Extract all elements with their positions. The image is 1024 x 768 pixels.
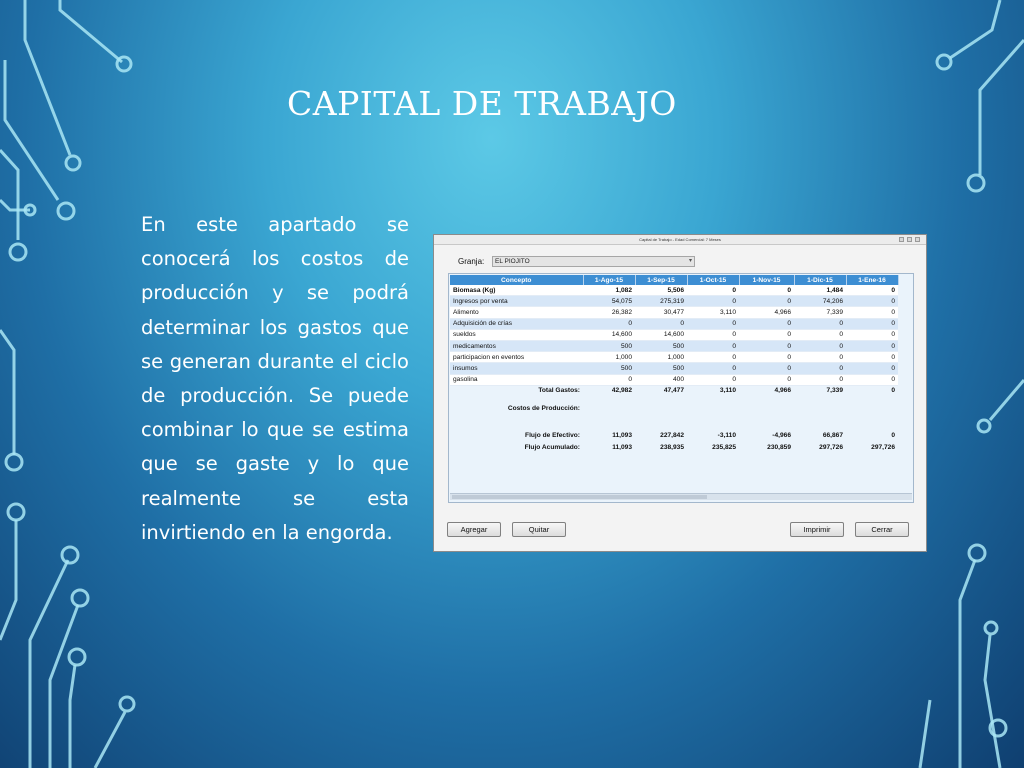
column-header[interactable]: 1-Ene-16 [846,275,898,285]
cell: 0 [846,374,898,385]
row-label: Adquisición de crías [450,318,583,329]
cell: 1,484 [794,285,846,296]
cell: 0 [739,329,794,340]
slide-body-text: En este apartado se conocerá los costos de producción y se podrá determinar los gastos que se generan durante el ciclo de producción. Se puede combinar lo que se estima que se gaste y lo que realmente se esta invirtiendo en la engorda. [141,213,409,544]
granja-row [458,255,695,267]
cell: 14,600 [635,329,687,340]
total-gastos-row[interactable] [450,385,898,396]
table-row[interactable] [450,374,898,385]
scrollbar-thumb[interactable] [452,495,707,499]
flujo-efectivo-row[interactable] [450,430,898,440]
cell: 0 [687,329,739,340]
table-row[interactable] [450,329,898,340]
cell: 0 [846,307,898,318]
flujo-acumulado-row[interactable] [450,442,898,452]
cell: 11,093 [583,430,635,440]
cell: 230,859 [739,442,794,452]
cell: 54,075 [583,296,635,307]
cell: 0 [846,430,898,440]
table-row[interactable] [450,340,898,351]
cell: 0 [687,285,739,296]
row-label: Alimento [450,307,583,318]
cell: -4,966 [739,430,794,440]
agregar-button[interactable]: Agregar [447,522,501,537]
capital-de-trabajo-window [433,234,927,552]
cell: 0 [846,318,898,329]
cerrar-button[interactable]: Cerrar [855,522,909,537]
cell: 0 [846,340,898,351]
row-label: Flujo Acumulado: [450,442,583,452]
row-label: medicamentos [450,340,583,351]
column-header[interactable]: 1-Nov-15 [739,275,794,285]
row-label: Flujo de Efectivo: [450,430,583,440]
cell: 0 [846,285,898,296]
table-row[interactable] [450,352,898,363]
table-row[interactable] [450,363,898,374]
column-header[interactable]: 1-Sep-15 [635,275,687,285]
cell: 0 [846,329,898,340]
cell: 0 [739,374,794,385]
cell: 0 [794,352,846,363]
cell: 235,825 [687,442,739,452]
maximize-button[interactable] [907,237,912,242]
row-label: insumos [450,363,583,374]
row-label: Total Gastos: [450,385,583,396]
cell: 7,339 [794,385,846,396]
slide-title: CAPITAL DE TRABAJO [287,84,677,123]
cell: 0 [846,296,898,307]
cell: 500 [583,363,635,374]
cell: 0 [739,363,794,374]
cell: 0 [687,318,739,329]
row-label: gasolina [450,374,583,385]
spacer-row [450,396,898,404]
cell: 500 [635,340,687,351]
cell: 0 [687,296,739,307]
table-row[interactable] [450,285,898,296]
cell: 66,867 [794,430,846,440]
column-header[interactable]: 1-Dic-15 [794,275,846,285]
column-header[interactable]: 1-Ago-15 [583,275,635,285]
row-label: participacion en eventos [450,352,583,363]
row-label: sueldos [450,329,583,340]
chevron-down-icon: ▾ [688,257,692,264]
cell: 0 [739,296,794,307]
cell: 0 [739,285,794,296]
window-title: Capital de Trabajo - Edad Comercial: 7 Meses [639,237,721,242]
window-titlebar [434,235,926,245]
cell: 0 [583,374,635,385]
cell: 3,110 [687,385,739,396]
minimize-button[interactable] [899,237,904,242]
imprimir-button[interactable]: Imprimir [790,522,844,537]
cell: 238,935 [635,442,687,452]
cell: 26,382 [583,307,635,318]
cell: 0 [794,363,846,374]
table-row[interactable] [450,307,898,318]
quitar-button[interactable]: Quitar [512,522,566,537]
table-row[interactable] [450,296,898,307]
cell: 0 [739,318,794,329]
cell: 11,093 [583,442,635,452]
cell: 0 [583,318,635,329]
cell: 0 [846,352,898,363]
costos-produccion-row[interactable] [450,404,898,414]
cell: 4,966 [739,385,794,396]
cell: 0 [635,318,687,329]
cell: 275,319 [635,296,687,307]
close-window-button[interactable] [915,237,920,242]
row-label: Biomasa (Kg) [450,285,583,296]
capital-grid-panel[interactable] [448,273,914,503]
cell: 14,600 [583,329,635,340]
spacer-row [450,414,898,430]
cell: 42,982 [583,385,635,396]
cell: 500 [583,340,635,351]
row-label: Costos de Producción: [450,404,583,414]
horizontal-scrollbar[interactable] [450,493,912,500]
cell: 5,506 [635,285,687,296]
cell: 0 [794,374,846,385]
cell: 47,477 [635,385,687,396]
cell: 0 [687,340,739,351]
cell: -3,110 [687,430,739,440]
cell: 7,339 [794,307,846,318]
cell: 1,000 [635,352,687,363]
granja-label: Granja: [458,256,485,266]
capital-grid [450,275,899,452]
cell: 500 [635,363,687,374]
cell: 3,110 [687,307,739,318]
column-header[interactable]: Concepto [450,275,583,285]
granja-selected-value: EL PIOJITO [495,257,530,265]
cell: 1,082 [583,285,635,296]
cell: 30,477 [635,307,687,318]
cell: 0 [794,318,846,329]
cell: 1,000 [583,352,635,363]
table-row[interactable] [450,318,898,329]
cell: 297,726 [846,442,898,452]
row-label: Ingresos por venta [450,296,583,307]
cell: 0 [794,329,846,340]
cell: 0 [846,363,898,374]
cell: 0 [687,374,739,385]
cell: 0 [687,363,739,374]
cell: 0 [846,385,898,396]
column-header[interactable]: 1-Oct-15 [687,275,739,285]
cell: 74,206 [794,296,846,307]
cell: 4,966 [739,307,794,318]
cell: 297,726 [794,442,846,452]
granja-dropdown[interactable] [492,256,695,267]
cell: 227,842 [635,430,687,440]
cell: 0 [739,352,794,363]
cell: 400 [635,374,687,385]
cell: 0 [739,340,794,351]
cell: 0 [687,352,739,363]
cell: 0 [794,340,846,351]
grid-header-row [450,275,898,285]
